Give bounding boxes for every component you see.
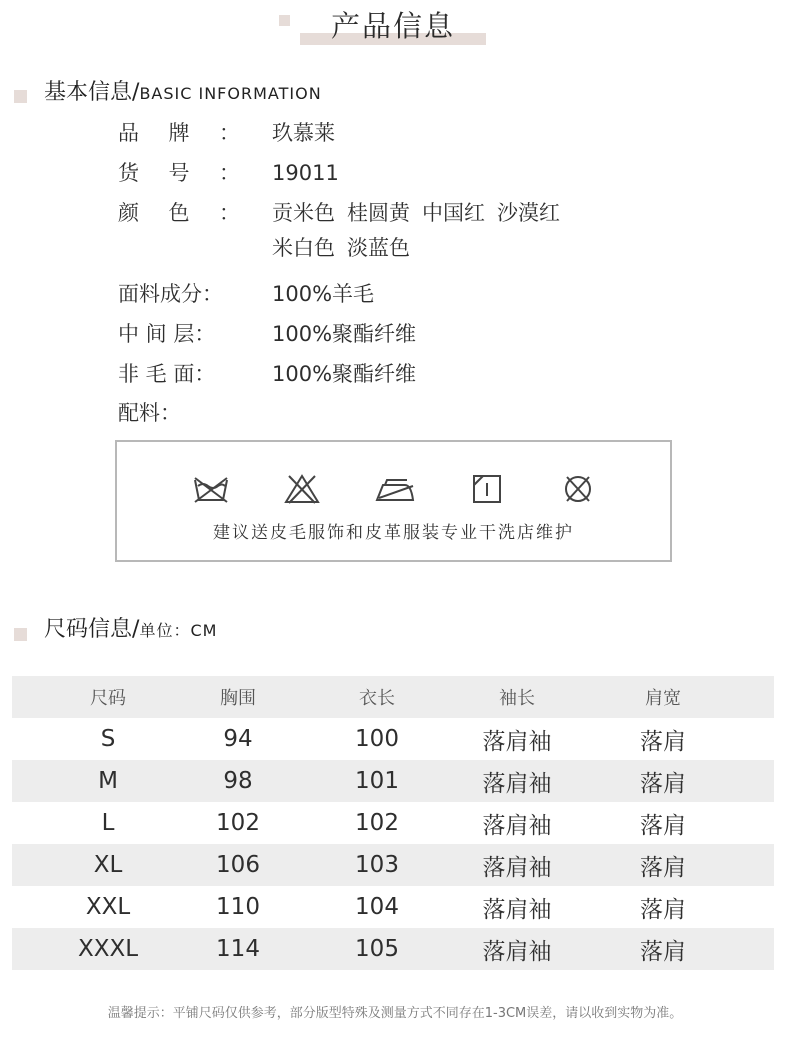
table-cell: 落肩 bbox=[640, 770, 686, 797]
color-row-continued bbox=[118, 233, 410, 263]
table-cell: 100 bbox=[355, 726, 399, 752]
size-unit-label: 单位：CM bbox=[139, 621, 218, 640]
column-header: 尺码 bbox=[90, 688, 126, 709]
color-label: 颜色： bbox=[118, 201, 240, 225]
brand-row bbox=[118, 118, 335, 148]
table-cell: 落肩 bbox=[640, 728, 686, 755]
no-wash-icon bbox=[192, 472, 230, 506]
care-note: 建议送皮毛服饰和皮革服装专业干洗店维护 bbox=[213, 523, 574, 543]
middle-layer-label: 中 间 层： bbox=[118, 322, 216, 346]
fabric-label: 面料成分： bbox=[118, 282, 223, 306]
sku-row bbox=[118, 158, 339, 188]
header-separator: / bbox=[132, 80, 140, 105]
table-cell: 落肩 bbox=[640, 812, 686, 839]
table-row bbox=[12, 760, 774, 802]
table-row bbox=[12, 844, 774, 886]
section-marker bbox=[14, 628, 27, 641]
table-row bbox=[12, 928, 774, 970]
table-cell: 114 bbox=[216, 936, 260, 962]
size-disclaimer: 温馨提示：平铺尺码仅供参考，部分版型特殊及测量方式不同存在1-3CM误差，请以收到实物为准。 bbox=[107, 1006, 683, 1021]
table-cell: 落肩 bbox=[640, 854, 686, 881]
table-cell: L bbox=[101, 810, 115, 836]
table-cell: 落肩袖 bbox=[482, 728, 552, 755]
non-wool-value: 100%聚酯纤维 bbox=[272, 362, 417, 386]
table-cell: 落肩 bbox=[640, 938, 686, 965]
table-row bbox=[12, 718, 774, 760]
table-cell: XXL bbox=[85, 894, 131, 920]
column-header: 衣长 bbox=[359, 688, 395, 709]
no-dry-clean-icon bbox=[559, 472, 597, 506]
basic-info-header bbox=[44, 78, 322, 109]
table-cell: 落肩袖 bbox=[482, 812, 552, 839]
fabric-value: 100%羊毛 bbox=[272, 282, 375, 306]
page-title: 产品信息 bbox=[330, 9, 455, 43]
color-option: 贡米色 bbox=[272, 201, 335, 225]
table-cell: XXXL bbox=[77, 936, 139, 962]
table-cell: 105 bbox=[355, 936, 399, 962]
table-cell: 110 bbox=[216, 894, 260, 920]
trim-row bbox=[118, 398, 181, 428]
brand-value: 玖慕莱 bbox=[272, 121, 335, 145]
size-table bbox=[12, 676, 774, 970]
table-row bbox=[12, 802, 774, 844]
non-wool-row bbox=[118, 359, 417, 389]
non-wool-label: 非 毛 面： bbox=[118, 362, 216, 386]
table-cell: 落肩 bbox=[640, 896, 686, 923]
middle-layer-row bbox=[118, 319, 417, 349]
table-cell: 103 bbox=[355, 852, 399, 878]
color-values-line2 bbox=[272, 233, 422, 263]
table-cell: 94 bbox=[223, 726, 253, 752]
fabric-row bbox=[118, 279, 375, 309]
column-header: 肩宽 bbox=[645, 688, 681, 709]
table-cell: 101 bbox=[355, 768, 399, 794]
trim-label: 配料： bbox=[118, 401, 181, 425]
table-cell: 落肩袖 bbox=[482, 854, 552, 881]
color-option: 中国红 bbox=[422, 201, 485, 225]
no-bleach-icon bbox=[283, 472, 321, 506]
table-cell: 落肩袖 bbox=[482, 896, 552, 923]
section-marker bbox=[14, 90, 27, 103]
middle-layer-value: 100%聚酯纤维 bbox=[272, 322, 417, 346]
table-cell: 104 bbox=[355, 894, 399, 920]
size-info-title: 尺码信息 bbox=[44, 617, 133, 642]
color-option: 米白色 bbox=[272, 236, 335, 260]
color-row bbox=[118, 198, 560, 228]
no-iron-icon bbox=[373, 472, 417, 506]
table-row bbox=[12, 886, 774, 928]
column-header: 袖长 bbox=[499, 688, 535, 709]
table-cell: 落肩袖 bbox=[482, 938, 552, 965]
color-values-line1 bbox=[272, 198, 572, 228]
title-decoration-square bbox=[279, 15, 290, 26]
table-cell: 102 bbox=[355, 810, 399, 836]
no-tumble-dry-icon bbox=[468, 472, 506, 506]
table-cell: M bbox=[98, 768, 118, 794]
table-cell: 106 bbox=[216, 852, 260, 878]
table-header-row bbox=[12, 676, 774, 718]
sku-value: 19011 bbox=[272, 161, 339, 185]
table-cell: S bbox=[100, 726, 116, 752]
care-instructions-box bbox=[115, 440, 672, 562]
color-option: 沙漠红 bbox=[497, 201, 560, 225]
table-cell: 102 bbox=[216, 810, 260, 836]
table-cell: 98 bbox=[223, 768, 253, 794]
sku-label: 货号： bbox=[118, 161, 240, 185]
header-separator: / bbox=[132, 617, 140, 642]
basic-info-subtitle: BASIC INFORMATION bbox=[139, 84, 322, 103]
color-option: 淡蓝色 bbox=[347, 236, 410, 260]
brand-label: 品牌： bbox=[118, 121, 240, 145]
size-info-header bbox=[44, 615, 217, 646]
basic-info-title: 基本信息 bbox=[44, 80, 133, 105]
column-header: 胸围 bbox=[220, 688, 256, 709]
color-option: 桂圆黄 bbox=[347, 201, 410, 225]
table-cell: XL bbox=[93, 852, 123, 878]
table-cell: 落肩袖 bbox=[482, 770, 552, 797]
